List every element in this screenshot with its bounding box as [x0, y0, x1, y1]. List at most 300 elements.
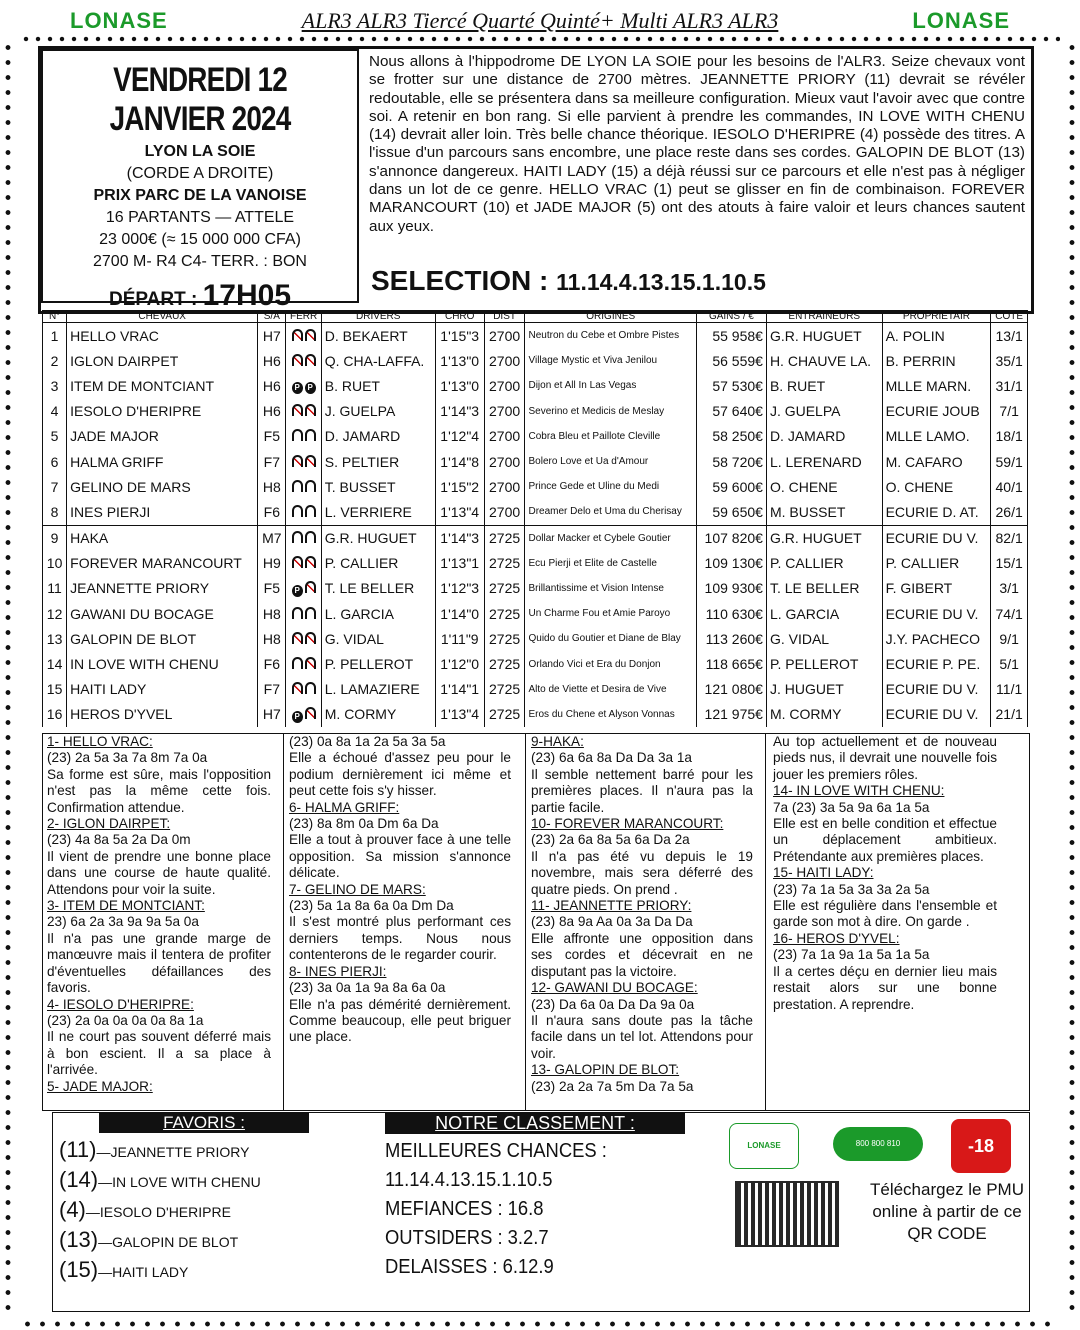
cell-origines: Ecu Pierji et Elite de Castelle	[525, 551, 697, 576]
table-header-cell: COTE	[991, 311, 1028, 323]
favori-name: —HAITI LADY	[98, 1264, 189, 1280]
horse-comment-text: Elle affronte une opposition dans ses cordes et décevrait en ne disputant pas la victoire.	[531, 930, 753, 979]
table-header-cell: ENTRAINEURS	[766, 311, 882, 323]
cell-dist: 2700	[484, 348, 525, 373]
cell-sa: F5	[258, 424, 286, 449]
cell-n: 6	[43, 449, 67, 474]
table-row	[43, 348, 1028, 373]
cell-chro: 1'13"4	[435, 499, 484, 525]
cell-ferr	[286, 348, 321, 373]
cell-cheval: GELINO DE MARS	[67, 474, 258, 499]
favoris-title: FAVORIS :	[99, 1113, 309, 1133]
horseshoe-icon	[305, 607, 316, 619]
horse-comment-head: 8- INES PIERJI:	[289, 963, 387, 979]
lonase-logo-left: LONASE	[70, 8, 168, 33]
comments-col-4	[773, 734, 997, 1013]
cell-n: 15	[43, 677, 67, 702]
cell-origines: Alto de Viette et Desira de Vive	[525, 677, 697, 702]
cell-driver: D. JAMARD	[321, 424, 435, 449]
table-row	[43, 449, 1028, 474]
favori-number: (13)	[59, 1227, 99, 1252]
cell-gains: 118 665€	[697, 651, 767, 676]
horse-performances: (23) Da 6a 0a Da Da 9a 0a	[531, 996, 695, 1012]
horse-performances: (23) 5a 1a 8a 6a 0a Dm Da	[289, 898, 454, 914]
cell-cheval: IESOLO D'HERIPRE	[67, 399, 258, 424]
cell-proprio: ECURIE JOUB	[882, 399, 991, 424]
table-row	[43, 499, 1028, 525]
cell-sa: H8	[258, 474, 286, 499]
cell-sa: H6	[258, 373, 286, 398]
horse-comment-head: 2- IGLON DAIRPET:	[47, 816, 171, 832]
cell-origines: Dreamer Delo et Uma du Cherisay	[525, 499, 697, 525]
cell-gains: 107 820€	[697, 525, 767, 551]
cell-sa: F6	[258, 499, 286, 525]
cell-cheval: HAKA	[67, 525, 258, 551]
cell-ferr	[286, 702, 321, 727]
horseshoe-icon	[305, 329, 316, 341]
horse-comment-head: 5- JADE MAJOR:	[47, 1078, 153, 1094]
cell-proprio: ECURIE DU V.	[882, 677, 991, 702]
depart-time: 17H05	[202, 279, 291, 312]
cell-n: 14	[43, 651, 67, 676]
cell-cote: 9/1	[991, 626, 1028, 651]
cell-origines: Un Charme Fou et Amie Paroyo	[525, 601, 697, 626]
cell-origines: Severino et Medicis de Meslay	[525, 399, 697, 424]
cell-dist: 2700	[484, 424, 525, 449]
cell-cote: 82/1	[991, 525, 1028, 551]
table-row	[43, 525, 1028, 551]
table-header-cell: ORIGINES	[525, 311, 697, 323]
cell-chro: 1'14"0	[435, 601, 484, 626]
cell-n: 4	[43, 399, 67, 424]
cell-origines: Cobra Bleu et Paillote Cleville	[525, 424, 697, 449]
horse-comment-head: 6- HALMA GRIFF:	[289, 799, 400, 815]
selection-value: 11.14.4.13.15.1.10.5	[556, 269, 766, 295]
horseshoe-icon	[305, 404, 316, 416]
cell-sa: H7	[258, 323, 286, 349]
cell-n: 9	[43, 525, 67, 551]
cell-ferr	[286, 499, 321, 525]
cell-entraineur: D. JAMARD	[766, 424, 882, 449]
horseshoe-icon	[305, 657, 316, 669]
cell-sa: H8	[258, 601, 286, 626]
cell-proprio: B. PERRIN	[882, 348, 991, 373]
favori-name: —IESOLO D'HERIPRE	[85, 1204, 231, 1220]
cell-n: 12	[43, 601, 67, 626]
horse-comment-text: Il n'aura sans doute pas la tâche facile dans un tel lot. Attendons pour voir.	[531, 1012, 753, 1061]
cell-dist: 2700	[484, 449, 525, 474]
favoris-list	[59, 1137, 377, 1283]
cell-entraineur: P. PELLEROT	[766, 651, 882, 676]
cell-ferr	[286, 474, 321, 499]
column-divider	[765, 734, 766, 1110]
cell-entraineur: G.R. HUGUET	[766, 323, 882, 349]
cell-gains: 58 250€	[697, 424, 767, 449]
cell-n: 1	[43, 323, 67, 349]
header	[70, 6, 1010, 36]
cell-driver: T. BUSSET	[321, 474, 435, 499]
cell-cheval: HAITI LADY	[67, 677, 258, 702]
horse-comment-head: 11- JEANNETTE PRIORY:	[531, 898, 692, 914]
outsiders: OUTSIDERS : 3.2.7	[385, 1227, 549, 1249]
cell-ferr	[286, 601, 321, 626]
table-row	[43, 677, 1028, 702]
horse-performances: (23) 8a 9a Aa 0a 3a Da Da	[531, 914, 693, 930]
cell-cheval: JEANNETTE PRIORY	[67, 576, 258, 601]
horse-comment-text: Il n'a pas une grande marge de manœuvre mais il tentera de profiter d'éventuelles défaillances des favoris.	[47, 930, 271, 996]
cell-ferr	[286, 399, 321, 424]
cell-entraineur: M. BUSSET	[766, 499, 882, 525]
corde: (CORDE A DROITE)	[126, 165, 274, 182]
cell-dist: 2725	[484, 677, 525, 702]
cell-gains: 110 630€	[697, 601, 767, 626]
cell-chro: 1'13"0	[435, 373, 484, 398]
delaisses: DELAISSES : 6.12.9	[385, 1256, 554, 1278]
horseshoe-icon	[305, 354, 316, 366]
cell-driver: J. GUELPA	[321, 399, 435, 424]
cell-dist: 2725	[484, 551, 525, 576]
horse-comment-head: 16- HEROS D'YVEL:	[773, 930, 900, 946]
favori-name: —JEANNETTE PRIORY	[96, 1144, 250, 1160]
horse-performances: (23) 2a 5a 3a 7a 8m 7a 0a	[47, 750, 208, 766]
cell-proprio: P. CALLIER	[882, 551, 991, 576]
cell-driver: D. BEKAERT	[321, 323, 435, 349]
table-body	[43, 323, 1028, 728]
cell-chro: 1'15"2	[435, 474, 484, 499]
horse-comment-head: 15- HAITI LADY:	[773, 865, 874, 881]
cell-dist: 2725	[484, 601, 525, 626]
partants-table	[42, 310, 1028, 727]
race-intro: Nous allons à l'hippodrome DE LYON LA SOIE pour les besoins de l'ALR3. Seize chevaux vont se frotter sur une distance de 2700 mètres. JEANNETTE PRIORY (11) devrait se révéler redoutable, elle se présentera dans sa meilleure configuration. Mieux vaut l'avoir avec que contre soi. A retenir en bon rang. Si elle parvient à prendre les commandes, IN LOVE WITH CHENU (14) devrait aller loin. Très belle chance théorique. IESOLO D'HERIPRE (4) possède des titres. A l'issue d'un parcours sans encombre, une place reste dans ses cordes. GALOPIN DE BLOT (13) s'annonce dangereux. HAITI LADY (15) a déjà réussi sur ce parcours et elle n'est pas à négliger dans un lot de ce genre. HELLO VRAC (1) peut se glisser en fin de combinaison. FOREVER MARANCOURT (10) et JADE MAJOR (5) ont des atouts à faire valoir et leurs chances sautent aux yeux.	[369, 53, 1025, 235]
cell-proprio: ECURIE DU V.	[882, 525, 991, 551]
cell-cote: 40/1	[991, 474, 1028, 499]
horse-comment-text: Il vient de prendre une bonne place dans une course de haute qualité. Attendons pour voir la suite.	[47, 848, 271, 897]
cell-entraineur: B. RUET	[766, 373, 882, 398]
favoris-panel	[59, 1113, 377, 1283]
favori-item	[59, 1257, 377, 1283]
cell-gains: 56 559€	[697, 348, 767, 373]
horseshoe-icon	[292, 480, 303, 492]
cell-chro: 1'12"0	[435, 651, 484, 676]
horse-performances: (23) 2a 0a 0a 0a 0a 8a 1a	[47, 1012, 204, 1028]
horseshoe-icon	[292, 585, 303, 597]
cell-n: 2	[43, 348, 67, 373]
cell-ferr	[286, 449, 321, 474]
horseshoe-icon	[292, 505, 303, 517]
horseshoe-icon	[292, 455, 303, 467]
horseshoe-icon	[292, 682, 303, 694]
horseshoe-icon	[292, 354, 303, 366]
table-row	[43, 651, 1028, 676]
age-limit-icon: -18	[951, 1119, 1011, 1173]
column-divider	[283, 734, 284, 1110]
horse-comment-text: Elle n'a pas démérité dernièrement. Comme beaucoup, elle peut briguer une place.	[289, 996, 511, 1045]
table-header-cell: GAINS / €	[697, 311, 767, 323]
cell-proprio: MLLE MARN.	[882, 373, 991, 398]
cell-cheval: ITEM DE MONTCIANT	[67, 373, 258, 398]
cell-n: 3	[43, 373, 67, 398]
horseshoe-icon	[305, 556, 316, 568]
horseshoe-icon	[305, 707, 316, 719]
horseshoe-icon	[305, 531, 316, 543]
horseshoe-icon	[305, 581, 316, 593]
cell-dist: 2725	[484, 626, 525, 651]
cell-chro: 1'13"4	[435, 702, 484, 727]
cell-entraineur: G.R. HUGUET	[766, 525, 882, 551]
cell-sa: H9	[258, 551, 286, 576]
jeu-responsable-badge: LONASE	[729, 1123, 799, 1169]
selection-label: SELECTION :	[371, 265, 549, 296]
hippodrome: LYON LA SOIE	[144, 143, 256, 160]
cell-cote: 31/1	[991, 373, 1028, 398]
favori-number: (11)	[59, 1137, 97, 1162]
cell-origines: Prince Gede et Uline du Medi	[525, 474, 697, 499]
table-row	[43, 399, 1028, 424]
table-row	[43, 576, 1028, 601]
cell-sa: F7	[258, 677, 286, 702]
cell-driver: P. CALLIER	[321, 551, 435, 576]
table-row	[43, 601, 1028, 626]
horse-comment-head: 9-HAKA:	[531, 734, 584, 749]
horse-comment-text: Au top actuellement et de nouveau pieds nus, il devrait une nouvelle fois jouer les premiers rôles.	[773, 734, 997, 782]
cell-entraineur: H. CHAUVE LA.	[766, 348, 882, 373]
cell-entraineur: G. VIDAL	[766, 626, 882, 651]
cell-cote: 59/1	[991, 449, 1028, 474]
cell-dist: 2725	[484, 702, 525, 727]
cell-proprio: ECURIE P. PE.	[882, 651, 991, 676]
cell-cheval: INES PIERJI	[67, 499, 258, 525]
cell-chro: 1'11"9	[435, 626, 484, 651]
horseshoe-icon	[292, 382, 303, 394]
cell-ferr	[286, 626, 321, 651]
race-details: 2700 M- R4 C4- TERR. : BON	[93, 253, 307, 270]
cell-sa: H6	[258, 348, 286, 373]
horse-comment-head: 10- FOREVER MARANCOURT:	[531, 816, 724, 832]
cell-sa: H8	[258, 626, 286, 651]
cell-gains: 55 958€	[697, 323, 767, 349]
left-dotted-border	[4, 40, 12, 1320]
cell-cheval: HELLO VRAC	[67, 323, 258, 349]
cell-cote: 15/1	[991, 551, 1028, 576]
header-title: ALR3 ALR3 Tiercé Quarté Quinté+ Multi ALR3 ALR3	[301, 8, 779, 33]
table-header-cell: DRIVERS	[321, 311, 435, 323]
cell-proprio: ECURIE DU V.	[882, 601, 991, 626]
horseshoe-icon	[292, 404, 303, 416]
cell-chro: 1'14"8	[435, 449, 484, 474]
race-date: VENDREDI 12 JANVIER 2024	[109, 61, 291, 138]
horseshoe-icon	[292, 556, 303, 568]
cell-dist: 2725	[484, 525, 525, 551]
cell-chro: 1'12"4	[435, 424, 484, 449]
cell-entraineur: J. HUGUET	[766, 677, 882, 702]
horse-comment-head: 12- GAWANI DU BOCAGE:	[531, 980, 698, 996]
cell-n: 16	[43, 702, 67, 727]
horse-comment-text: Sa forme est sûre, mais l'opposition n'est pas la même cette fois. Confirmation attendue.	[47, 766, 271, 815]
download-text: Téléchargez le PMU online à partir de ce QR CODE	[869, 1180, 1024, 1243]
horse-comment-text: Il ne court pas souvent déferré mais à bon escient. Il a sa place à l'arrivée.	[47, 1029, 271, 1078]
cell-chro: 1'14"3	[435, 525, 484, 551]
cell-chro: 1'15"3	[435, 323, 484, 349]
mefiances: MEFIANCES : 16.8	[385, 1198, 544, 1220]
cell-proprio: F. GIBERT	[882, 576, 991, 601]
cell-ferr	[286, 323, 321, 349]
horseshoe-icon	[305, 480, 316, 492]
cell-ferr	[286, 373, 321, 398]
cell-cheval: GALOPIN DE BLOT	[67, 626, 258, 651]
horseshoe-icon	[305, 429, 316, 441]
cell-ferr	[286, 424, 321, 449]
table-header-cell: DIST	[484, 311, 525, 323]
cell-sa: H7	[258, 702, 286, 727]
horse-performances: 23) 6a 2a 3a 9a 9a 5a 0a	[47, 914, 199, 930]
cell-cote: 11/1	[991, 677, 1028, 702]
horse-comment-text: Il s'est montré plus performant ces derniers temps. Nous nous contenterons de le regarder courir.	[289, 914, 511, 963]
cell-proprio: ECURIE DU V.	[882, 702, 991, 727]
cell-proprio: J.Y. PACHECO	[882, 626, 991, 651]
depart	[43, 279, 357, 313]
cell-origines: Dijon et All In Las Vegas	[525, 373, 697, 398]
classement-title: NOTRE CLASSEMENT :	[385, 1113, 685, 1134]
cell-cheval: FOREVER MARANCOURT	[67, 551, 258, 576]
classement-panel	[385, 1113, 691, 1279]
cell-origines: Quido du Goutier et Diane de Blay	[525, 626, 697, 651]
comments-col-3	[531, 734, 753, 1095]
cell-ferr	[286, 677, 321, 702]
cell-dist: 2725	[484, 651, 525, 676]
horseshoe-icon	[292, 607, 303, 619]
table-row	[43, 551, 1028, 576]
cell-gains: 109 130€	[697, 551, 767, 576]
race-card	[41, 49, 359, 312]
cell-chro: 1'13"1	[435, 551, 484, 576]
favori-item	[59, 1227, 377, 1253]
table-row	[43, 626, 1028, 651]
cell-sa: H6	[258, 399, 286, 424]
cell-gains: 121 080€	[697, 677, 767, 702]
horse-comment-text: Elle a tout à prouver face à une telle opposition. Sa mission s'annonce délicate.	[289, 832, 511, 881]
table-header-cell: PROPRIETAIR	[882, 311, 991, 323]
lonase-logo-right: LONASE	[912, 8, 1010, 33]
cell-entraineur: P. CALLIER	[766, 551, 882, 576]
depart-label: DÉPART :	[109, 289, 198, 310]
cell-dist: 2725	[484, 576, 525, 601]
cell-origines: Bolero Love et Ua d'Amour	[525, 449, 697, 474]
cell-cheval: JADE MAJOR	[67, 424, 258, 449]
cell-ferr	[286, 576, 321, 601]
cell-proprio: MLLE LAMO.	[882, 424, 991, 449]
cell-n: 7	[43, 474, 67, 499]
cell-cote: 7/1	[991, 399, 1028, 424]
cell-gains: 109 930€	[697, 576, 767, 601]
cell-cote: 74/1	[991, 601, 1028, 626]
horse-performances: (23) 7a 1a 5a 3a 3a 2a 5a	[773, 881, 930, 897]
cell-dist: 2700	[484, 323, 525, 349]
qr-code-icon[interactable]	[735, 1181, 839, 1247]
horse-comment-head: 4- IESOLO D'HERIPRE:	[47, 996, 194, 1012]
cell-origines: Dollar Macker et Cybele Goutier	[525, 525, 697, 551]
cell-gains: 121 975€	[697, 702, 767, 727]
hotline-badge: 800 800 810	[833, 1127, 923, 1161]
cell-cheval: HEROS D'YVEL	[67, 702, 258, 727]
cell-gains: 57 640€	[697, 399, 767, 424]
cell-cote: 26/1	[991, 499, 1028, 525]
cell-cote: 35/1	[991, 348, 1028, 373]
favori-item	[59, 1167, 377, 1193]
race-info-box	[38, 46, 1034, 314]
partants: 16 PARTANTS — ATTELE	[105, 209, 295, 226]
cell-gains: 59 650€	[697, 499, 767, 525]
horseshoe-icon	[305, 632, 316, 644]
cell-n: 8	[43, 499, 67, 525]
horse-comment-text: Elle a échoué d'assez peu pour le podium dernièrement ici même et peut cette fois s'y hisser.	[289, 750, 511, 799]
favori-item	[59, 1197, 377, 1223]
cell-driver: T. LE BELLER	[321, 576, 435, 601]
favori-item	[59, 1137, 377, 1163]
allocation: 23 000€ (≈ 15 000 000 CFA)	[99, 231, 301, 248]
horse-performances: (23) 4a 8a 5a 2a Da 0m	[47, 832, 191, 848]
cell-proprio: A. POLIN	[882, 323, 991, 349]
horse-comment-text: Il n'a pas été vu depuis le 19 novembre, mais sera déferré des quatre pieds. On prend .	[531, 848, 753, 897]
cell-n: 5	[43, 424, 67, 449]
cell-ferr	[286, 525, 321, 551]
horse-performances: (23) 2a 2a 7a 5m Da 7a 5a	[531, 1078, 694, 1094]
table-header-cell: CHEVAUX	[67, 311, 258, 323]
table-row	[43, 323, 1028, 349]
cell-gains: 58 720€	[697, 449, 767, 474]
table-header-cell: CHRO	[435, 311, 484, 323]
horse-comment-head: 13- GALOPIN DE BLOT:	[531, 1062, 680, 1078]
cell-driver: G. VIDAL	[321, 626, 435, 651]
cell-driver: M. CORMY	[321, 702, 435, 727]
horse-comment-head: 3- ITEM DE MONTCIANT:	[47, 898, 205, 914]
right-dotted-border	[1068, 40, 1076, 1320]
cell-sa: M7	[258, 525, 286, 551]
horse-performances: (23) 3a 0a 1a 9a 8a 6a 0a	[289, 980, 446, 996]
cell-entraineur: M. CORMY	[766, 702, 882, 727]
horseshoe-icon	[292, 657, 303, 669]
cell-sa: F6	[258, 651, 286, 676]
cell-cheval: GAWANI DU BOCAGE	[67, 601, 258, 626]
cell-gains: 59 600€	[697, 474, 767, 499]
cell-entraineur: L. GARCIA	[766, 601, 882, 626]
bottom-dotted-border	[20, 1320, 1060, 1328]
cell-driver: L. VERRIERE	[321, 499, 435, 525]
cell-ferr	[286, 651, 321, 676]
cell-entraineur: L. LERENARD	[766, 449, 882, 474]
cell-driver: Q. CHA-LAFFA.	[321, 348, 435, 373]
cell-dist: 2700	[484, 373, 525, 398]
cell-chro: 1'12"3	[435, 576, 484, 601]
top-dotted-border	[20, 36, 1060, 42]
cell-cote: 3/1	[991, 576, 1028, 601]
meilleures-value: 11.14.4.13.15.1.10.5	[385, 1169, 553, 1191]
cell-origines: Eros du Chene et Alyson Vonnas	[525, 702, 697, 727]
horse-comment-head: 1- HELLO VRAC:	[47, 734, 153, 749]
badges	[729, 1119, 1019, 1179]
cell-driver: L. GARCIA	[321, 601, 435, 626]
cell-cote: 5/1	[991, 651, 1028, 676]
favori-number: (15)	[59, 1257, 99, 1282]
horseshoe-icon	[305, 505, 316, 517]
cell-gains: 57 530€	[697, 373, 767, 398]
cell-driver: B. RUET	[321, 373, 435, 398]
cell-dist: 2700	[484, 499, 525, 525]
favori-name: —IN LOVE WITH CHENU	[98, 1174, 261, 1190]
cell-ferr	[286, 551, 321, 576]
horseshoe-icon	[292, 429, 303, 441]
cell-chro: 1'14"3	[435, 399, 484, 424]
table-header-row	[43, 311, 1028, 323]
